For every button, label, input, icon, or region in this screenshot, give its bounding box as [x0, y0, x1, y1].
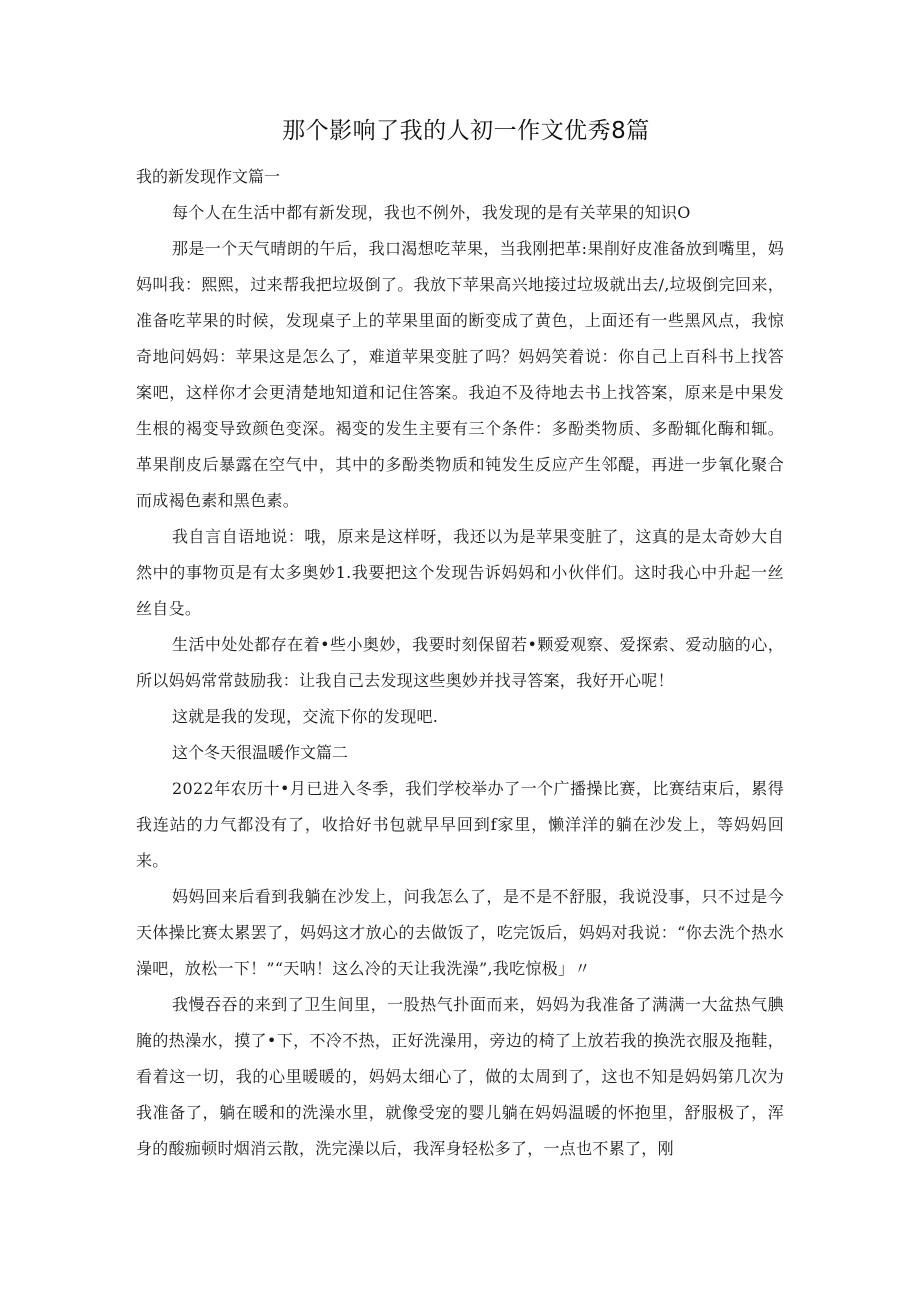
document-title: 那个影响了我的人初一作文优秀8篇 — [282, 118, 650, 144]
paragraph: 这就是我的发现，交流下你的发现吧. — [172, 707, 439, 726]
section-heading-1: 我的新发现作文篇一 — [136, 167, 281, 186]
paragraph: 生活中处处都存在着•些小奥妙，我要时刻保留若•颗爱观察、爱探索、爱动脑的心，所以妈妈常常鼓励我：让我自己去发现这些奥妙并找寻答案，我好开心呢！ — [136, 635, 784, 690]
paragraph: 妈妈回来后看到我躺在沙发上，问我怎么了，是不是不舒服，我说没事，只不过是今天体操比赛太累罢了，妈妈这才放心的去做饭了，吃完饭后，妈妈对我说：“你去洗个热水澡吧，放松一下！”“天呐！这么冷的天让我洗澡”,我吃惊极」〃 — [136, 887, 784, 978]
paragraph: 我自言自语地说：哦，原来是这样呀，我还以为是苹果变脏了，这真的是太奇妙大自然中的事物页是有太多奥妙1.我要把这个发现告诉妈妈和小伙伴们。这时我心中升起一丝丝自殳。 — [136, 527, 784, 618]
document-page — [136, 112, 784, 1167]
paragraph: 我慢吞吞的来到了卫生间里，一股热气扑面而来，妈妈为我准备了满满一大盆热气腆腌的热澡水，摸了•下，不冷不热，正好洗澡用，旁边的椅了上放若我的换洗衣服及拖鞋，看着这一切，我的心里暖暖的，妈妈太细心了，做的太周到了，这也不知是妈妈第几次为我准备了，躺在暖和的洗澡水里，就像受宠的婴儿躺在妈妈温暖的怀抱里，舒服极了，浑身的酸痂顿时烟消云散，洗完澡以后，我浑身轻松多了，一点也不累了，刚 — [136, 995, 784, 1158]
paragraph: 2022年农历十•月已进入冬季，我们学校举办了一个广播操比赛，比赛结束后，累得我连站的力气都没有了，收拾好书包就早早回到f家里，懒洋洋的躺在沙发上，等妈妈回来。 — [136, 779, 784, 870]
section-heading-2: 这个冬天很温暖作文篇二 — [172, 743, 349, 762]
paragraph: 那是一个天气晴朗的午后，我口渴想吃苹果，当我刚把革:果削好皮准备放到嘴里，妈妈叫我：熙熙，过来帮我把垃圾倒了。我放下苹果高兴地接过垃圾就出去/,垃圾倒完回来，准备吃苹果的时候，发现桌子上的苹果里面的断变成了黄色，上面还有一些黑风点，我惊奇地问妈妈：苹果这是怎么了，难道苹果变脏了吗？妈妈笑着说：你自己上百科书上找答案吧，这样你才会更清楚地知道和记住答案。我迫不及待地去书上找答案，原来是中果发生根的褐变导致颜色变深。褐变的发生主要有三个条件：多酚类物质、多酚辄化酶和辄。革果削皮后暴露在空气中，其中的多酚类物质和钝发生反应产生邻醍，再进一步氧化聚合而成褐色素和黑色素。 — [136, 239, 784, 510]
paragraph: 每个人在生活中都有新发现，我也不例外，我发现的是有关苹果的知识O — [172, 203, 691, 222]
